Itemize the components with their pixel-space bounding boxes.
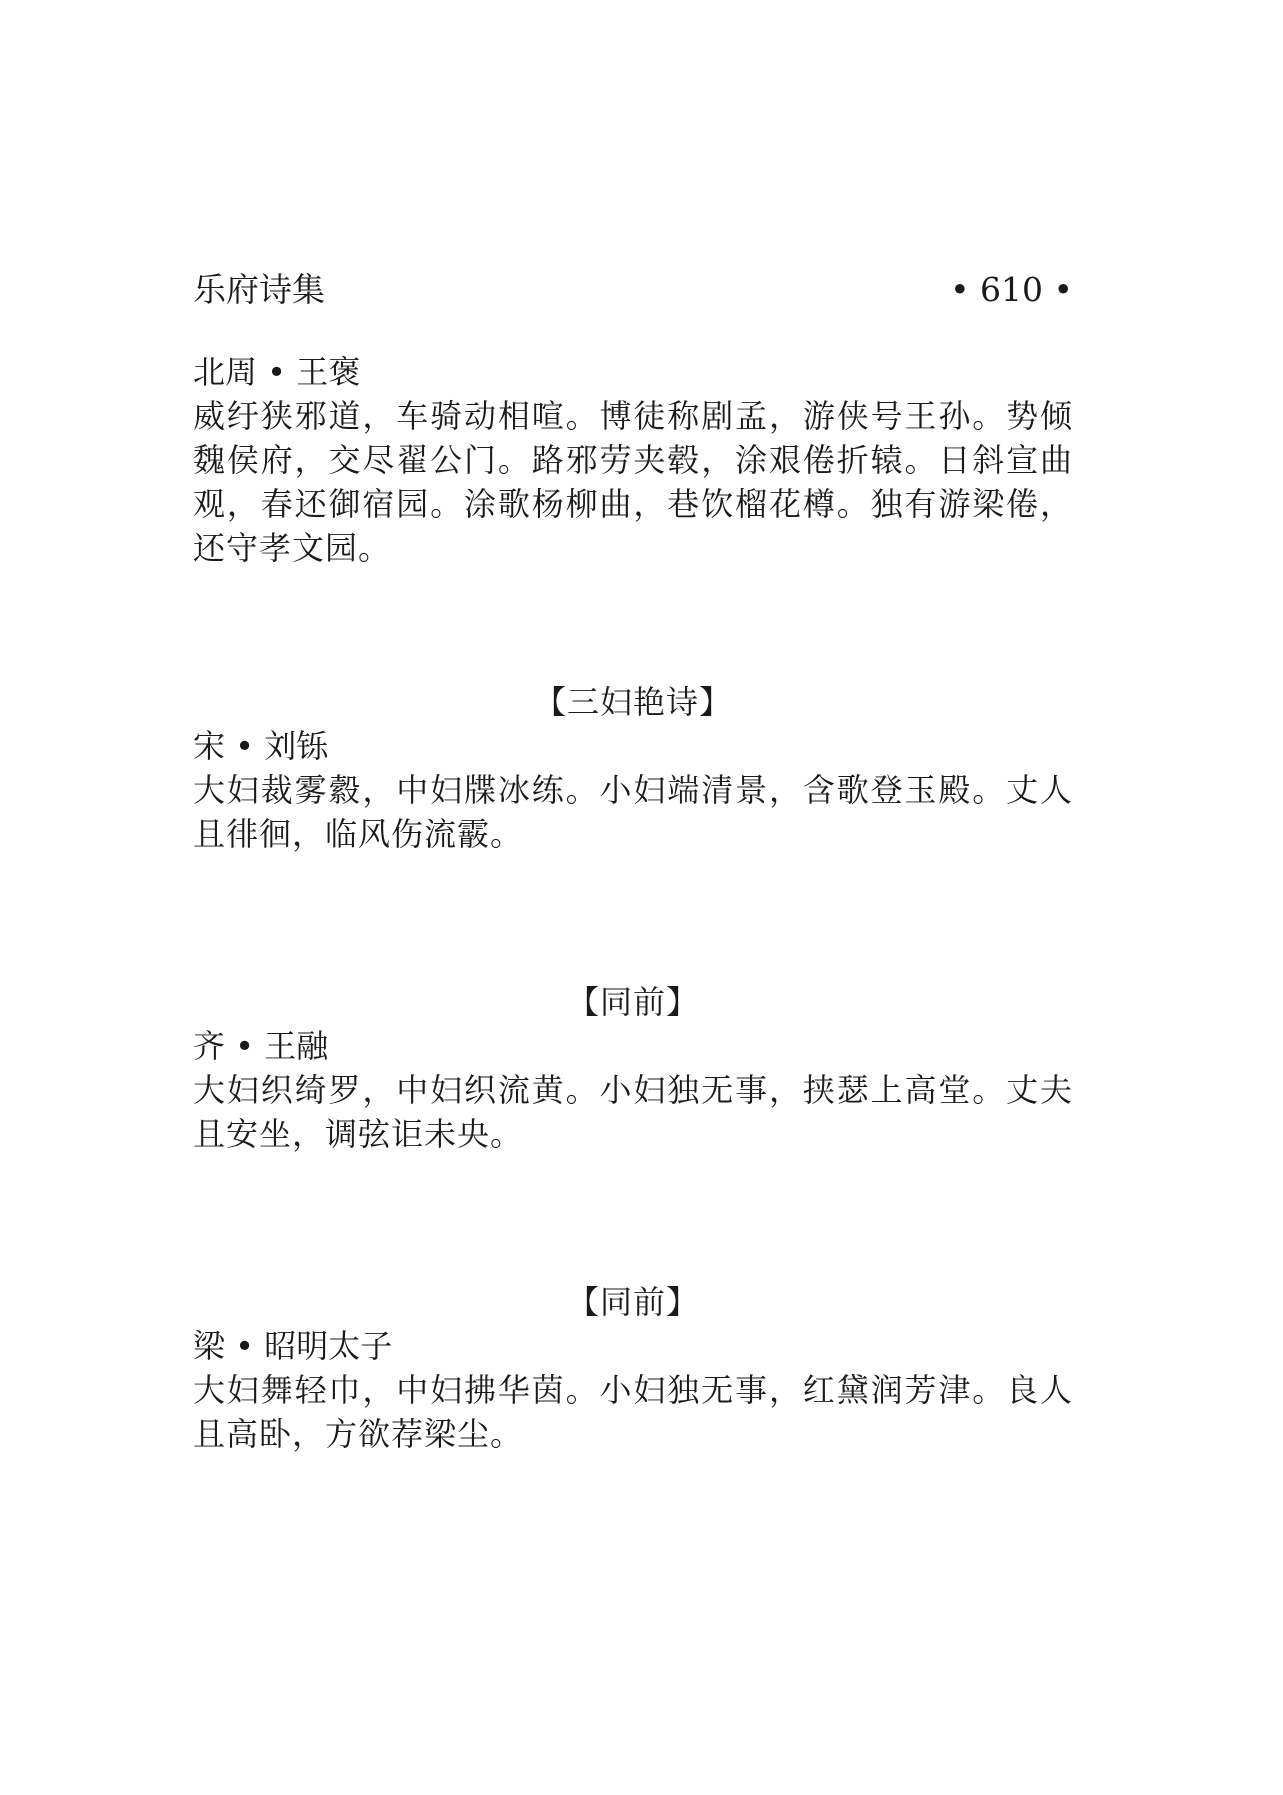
poem-author: 齐 • 王融 [193, 1027, 329, 1065]
section-title: 【同前】 [566, 1283, 699, 1321]
poem-author: 宋 • 刘铄 [193, 727, 329, 765]
section-title: 【同前】 [566, 983, 699, 1021]
poem-entry-4 [193, 1280, 1073, 1456]
page-number: • 610 • [950, 270, 1073, 309]
poem-text: 威纡狭邪道，车骑动相喧。博徒称剧孟，游侠号王孙。势倾魏侯府，交尽翟公门。路邪劳夹毂，涂艰倦折辕。日斜宣曲观，春还御宿园。涂歌杨柳曲，巷饮榴花樽。独有游梁倦，还守孝文园。 [193, 397, 1073, 567]
poem-author: 梁 • 昭明太子 [193, 1327, 393, 1365]
poem-text: 大妇织绮罗，中妇织流黄。小妇独无事，挟瑟上高堂。丈夫且安坐，调弦讵未央。 [193, 1071, 1073, 1153]
book-title: 乐府诗集 [193, 270, 325, 309]
section-title: 【三妇艳诗】 [533, 683, 732, 721]
poem-entry-3 [193, 980, 1073, 1156]
page-header [193, 265, 1073, 315]
poem-entry-1 [193, 350, 1073, 570]
poem-text: 大妇舞轻巾，中妇拂华茵。小妇独无事，红黛润芳津。良人且高卧，方欲荐梁尘。 [193, 1371, 1073, 1453]
poem-text: 大妇裁雾縠，中妇牒冰练。小妇端清景，含歌登玉殿。丈人且徘徊，临风伤流霰。 [193, 771, 1073, 853]
poem-author: 北周 • 王褒 [193, 353, 361, 391]
poem-entry-2 [193, 680, 1073, 856]
